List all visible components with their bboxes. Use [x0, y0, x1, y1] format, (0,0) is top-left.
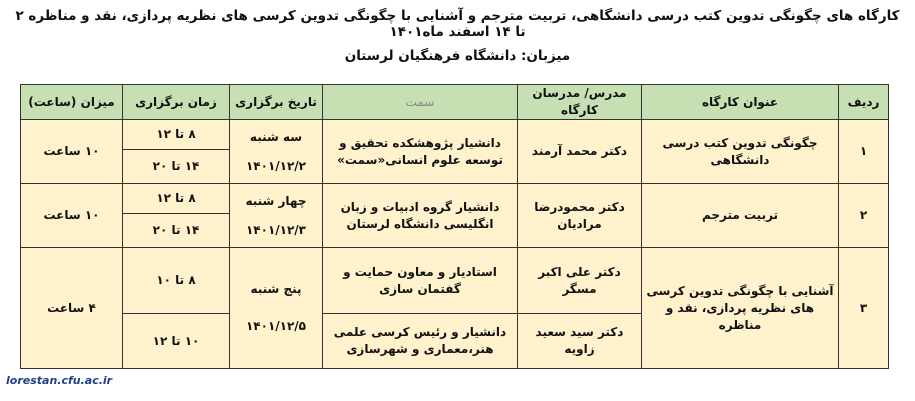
workshop-title: چگونگی تدوین کتب درسی دانشگاهی: [642, 120, 839, 184]
instructor-name: دکتر سید سعید زاویه: [518, 314, 642, 369]
weekday: چهار شنبه: [245, 193, 307, 208]
table-header-row: [21, 85, 889, 120]
weekday: سه شنبه: [249, 129, 303, 144]
instructor-position: دانشیار و رئیس کرسی علمی هنر،معماری و شهرسازی: [323, 314, 518, 369]
col-header-title: عنوان کارگاه: [642, 85, 839, 120]
time-slot: ۱۴ تا ۲۰: [123, 150, 230, 184]
time-slot: ۸ تا ۱۰: [123, 248, 230, 314]
instructor-name: دکتر محمودرضا مرادیان: [518, 184, 642, 248]
duration: ۱۰ ساعت: [21, 120, 123, 184]
table-row: [21, 248, 889, 314]
weekday: پنج شنبه: [250, 282, 302, 296]
instructor-position: دانشیار گروه ادبیات و زبان انگلیسی دانشگاه لرستان: [323, 184, 518, 248]
duration: ۱۰ ساعت: [21, 184, 123, 248]
workshop-date: [230, 184, 323, 248]
table-row: [21, 184, 889, 214]
workshop-title: تربیت مترجم: [642, 184, 839, 248]
col-header-time: زمان برگزاری: [123, 85, 230, 120]
host-line: میزبان: دانشگاه فرهنگیان لرستان: [344, 48, 571, 64]
col-header-duration: میزان (ساعت): [21, 85, 123, 120]
date-value: ۱۴۰۱/۱۲/۵: [245, 319, 307, 333]
date-value: ۱۴۰۱/۱۲/۲: [245, 158, 307, 173]
time-slot: ۱۴ تا ۲۰: [123, 214, 230, 248]
instructor-name: دکتر علی اکبر مسگر: [518, 248, 642, 314]
instructor-position: استادیار و معاون حمایت و گفتمان سازی: [323, 248, 518, 314]
duration: ۴ ساعت: [21, 248, 123, 369]
col-header-position: سمت: [323, 85, 518, 120]
date-value: ۱۴۰۱/۱۲/۳: [245, 222, 307, 237]
instructor-position: دانشیار پژوهشکده تحقیق و توسعه علوم انسانی«سمت»: [323, 120, 518, 184]
workshop-title: آشنایی با چگونگی تدوین کرسی های نظریه پردازی، نقد و مناظره: [642, 248, 839, 369]
row-number: ۳: [839, 248, 889, 369]
instructor-name: دکتر محمد آرمند: [518, 120, 642, 184]
col-header-date: تاریخ برگزاری: [230, 85, 323, 120]
col-header-instructor: مدرس/ مدرسان کارگاه: [518, 85, 642, 120]
site-watermark: lorestan.cfu.ac.ir: [6, 374, 113, 387]
time-slot: ۱۰ تا ۱۲: [123, 314, 230, 369]
time-slot: ۸ تا ۱۲: [123, 120, 230, 150]
row-number: ۱: [839, 120, 889, 184]
page-title: کارگاه های چگونگی تدوین کتب درسی دانشگاهی، تربیت مترجم و آشنایی با چگونگی تدوین کرسی های نظریه پردازی، نقد و مناظره ۲ تا ۱۴ اسفند ماه۱۴۰۱: [15, 8, 900, 40]
row-number: ۲: [839, 184, 889, 248]
workshop-date: [230, 248, 323, 369]
workshop-schedule-table: [20, 84, 889, 369]
workshop-date: [230, 120, 323, 184]
col-header-row-number: ردیف: [839, 85, 889, 120]
table-row: [21, 120, 889, 150]
time-slot: ۸ تا ۱۲: [123, 184, 230, 214]
